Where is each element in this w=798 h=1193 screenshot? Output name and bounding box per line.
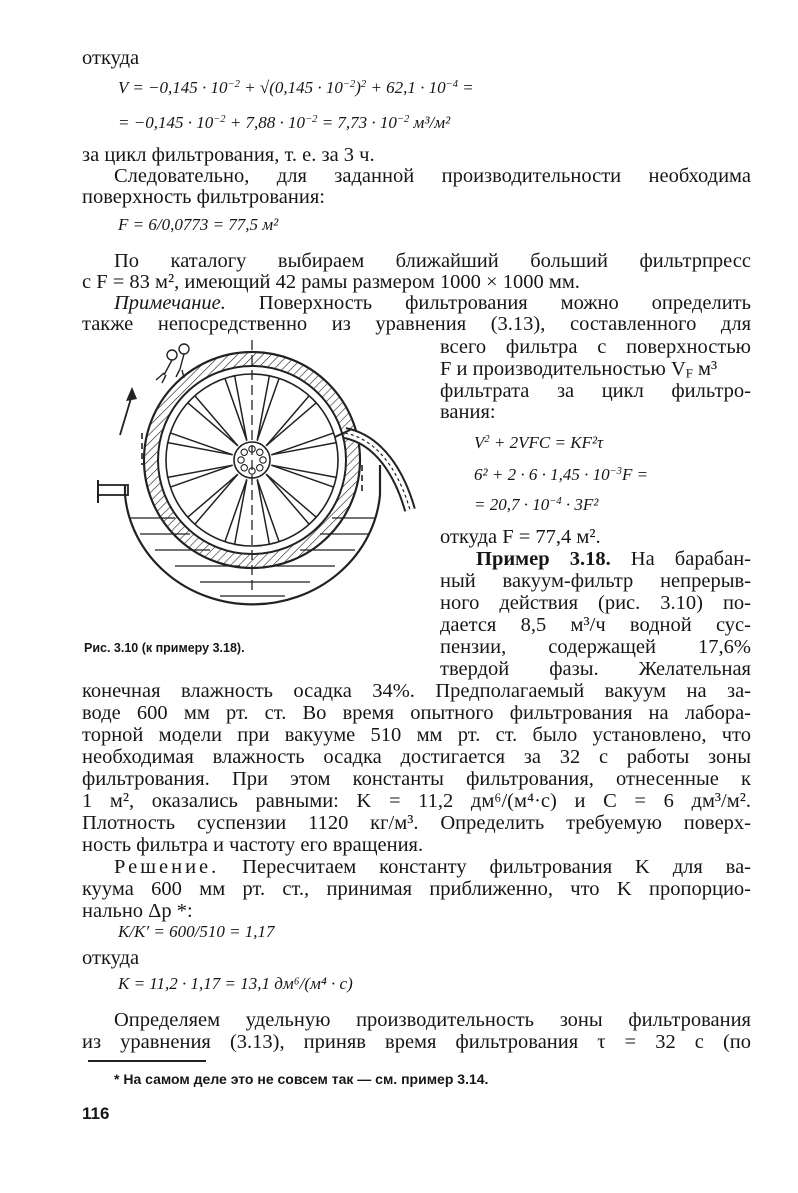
exponent: −2 <box>213 114 226 126</box>
text-part: F и производительностью V <box>440 358 686 380</box>
text-line: 1 м², оказались равными: K = 11,2 дм⁶/(м⁴·с) и C = 6 дм³/м². <box>82 790 751 812</box>
text-part: Пересчитаем константу фильтрования K для ва- <box>219 856 751 878</box>
formula-line <box>474 464 648 486</box>
text-line: откуда <box>82 947 140 969</box>
text-line: всего фильтра с поверхностью <box>440 336 751 358</box>
wash-sprayer <box>156 344 189 383</box>
note-label: Примечание. <box>114 292 226 314</box>
formula-part: · 3F² <box>561 495 599 514</box>
formula-part: FC = KF²τ <box>528 433 604 452</box>
text-line: куума 600 мм рт. ст., принимая приближенно, что K пропорцио- <box>82 878 751 900</box>
formula-part: F = <box>621 465 649 484</box>
exponent: −2 <box>396 114 410 126</box>
text-line: вания: <box>440 401 496 423</box>
hub-hole <box>260 457 266 463</box>
formula-part: V <box>474 433 485 452</box>
text-line: Определяем удельную производительность зоны фильтрования <box>114 1009 751 1031</box>
formula-part: = 20,7 · 10 <box>474 495 550 514</box>
formula-part: + 62,1 · 10 <box>366 78 446 97</box>
text-part: Поверхность фильтрования можно определить <box>225 292 751 314</box>
text-line <box>476 547 751 571</box>
formula-part: + √(0,145 · 10 <box>244 78 343 97</box>
text-line: из уравнения (3.13), приняв время фильтрования τ = 32 с (по <box>82 1031 751 1053</box>
formula-part: + 2V <box>489 433 529 452</box>
text-line: воде 600 мм рт. ст. Во время опытного фильтрования на лабора- <box>82 702 751 724</box>
text-line: твердой фазы. Желательная <box>440 658 751 680</box>
page-number: 116 <box>82 1104 110 1123</box>
formula-line: F = 6/0,0773 = 77,5 м² <box>118 215 279 234</box>
text-line: поверхность фильтрования: <box>82 186 325 208</box>
hub-hole <box>257 465 263 471</box>
hub-hole <box>241 449 247 455</box>
exponent: −4 <box>549 496 562 508</box>
exponent: 2 <box>360 79 367 91</box>
text-line: конечная влажность осадка 34%. Предполагаемый вакуум на за- <box>82 680 751 702</box>
text-line <box>114 855 751 879</box>
subscript: F <box>685 366 693 381</box>
formula-part: V = −0,145 · 10 <box>118 78 228 97</box>
text-line: фильтрата за цикл фильтро- <box>440 380 751 402</box>
text-part: На барабан- <box>610 548 752 570</box>
footnote-rule <box>88 1060 206 1062</box>
exponent: 2 <box>484 434 490 446</box>
formula-line <box>474 432 603 454</box>
figure-drum-filter <box>80 325 425 630</box>
text-line: дается 8,5 м³/ч водной сус- <box>440 614 751 636</box>
formula-part: = <box>462 78 474 97</box>
example-label: Пример 3.18. <box>476 548 611 570</box>
exponent: −3 <box>609 466 622 478</box>
formula-line <box>474 494 598 516</box>
sqrt-expression <box>244 78 462 97</box>
exponent: −2 <box>227 79 240 91</box>
formula-part: = 7,73 · 10 <box>317 113 397 132</box>
formula-part: 6² + 2 · 6 · 1,45 · 10 <box>474 465 610 484</box>
text-line: необходимая влажность осадка достигается за 32 с работы зоны <box>82 746 751 768</box>
text-line: откуда F = 77,4 м². <box>440 526 601 548</box>
support-left <box>98 485 128 495</box>
drum-filter-drawing <box>80 325 425 630</box>
text-line: торной модели при вакууме 510 мм рт. ст. было установлено, что <box>82 724 751 746</box>
text-line: ного действия (рис. 3.10) по- <box>440 592 751 614</box>
text-line: также непосредственно из уравнения (3.13), составленного для <box>82 313 751 335</box>
exponent: −4 <box>445 79 459 91</box>
text-line: фильтрования. При этом константы фильтрования, отнесенные к <box>82 768 751 790</box>
text-line <box>440 357 717 381</box>
exponent: −2 <box>342 79 356 91</box>
text-line: за цикл фильтрования, т. е. за 3 ч. <box>82 144 375 166</box>
exponent: −2 <box>305 114 318 126</box>
formula-part: = −0,145 · 10 <box>118 113 214 132</box>
text-line: ность фильтра и частоту его вращения. <box>82 834 424 856</box>
text-line: откуда <box>82 47 140 69</box>
hub-hole <box>241 465 247 471</box>
text-part: м³ <box>692 358 718 380</box>
text-line: Плотность суспензии 1120 кг/м³. Определить требуемую поверх- <box>82 812 751 834</box>
formula-line: K = 11,2 · 1,17 = 13,1 дм⁶/(м⁴ · с) <box>118 974 353 993</box>
formula-part: ) <box>355 78 361 97</box>
rotation-arrow <box>120 387 137 435</box>
figure-caption: Рис. 3.10 (к примеру 3.18). <box>84 641 245 655</box>
formula-part: + 7,88 · 10 <box>225 113 306 132</box>
text-line: пензии, содержащей 17,6% <box>440 636 751 658</box>
hub-hole <box>238 457 244 463</box>
text-line: По каталогу выбираем ближайший больший фильтрпресс <box>114 250 751 272</box>
footnote: * На самом деле это не совсем так — см. пример 3.14. <box>114 1071 489 1087</box>
text-line: нально Δp *: <box>82 900 193 922</box>
text-line: ный вакуум-фильтр непрерыв- <box>440 570 751 592</box>
formula-line <box>118 112 450 134</box>
formula-line: K/K′ = 600/510 = 1,17 <box>118 922 275 941</box>
solution-label: Решение. <box>114 856 220 878</box>
hub-hole <box>257 449 263 455</box>
formula-line <box>118 77 474 99</box>
text-line: с F = 83 м², имеющий 42 рамы размером 1000 × 1000 мм. <box>82 271 580 293</box>
text-line: Следовательно, для заданной производительности необходима <box>114 165 751 187</box>
formula-part: м³/м² <box>409 113 451 132</box>
